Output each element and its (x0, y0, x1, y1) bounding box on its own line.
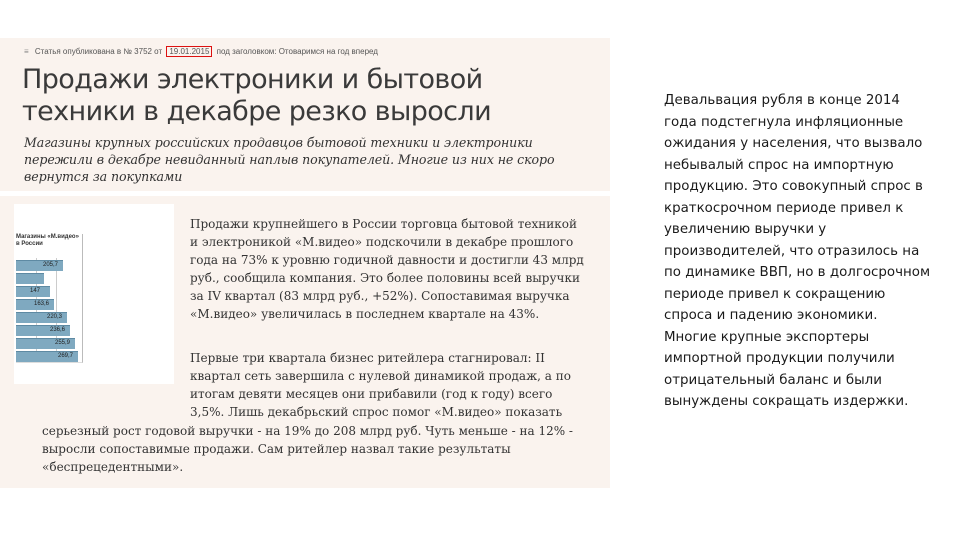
chart-bar-label: 236,6 (50, 327, 66, 333)
chart-bar (16, 273, 44, 284)
chart-bar-label: 163,6 (34, 301, 50, 307)
chart-bar-label: 205,7 (43, 262, 59, 268)
article-screenshot (0, 38, 610, 488)
paragraph-2: Первые три квартала бизнес ритейлера стагнировал: II квартал сеть завершила с нулевой динамикой продаж, а по итогам девяти месяцев они прибавили (год к году) всего 3,5%. Лишь декабрьский спрос помог «М.видео» показать (190, 351, 571, 419)
meta-prefix: Статья опубликована в № 3752 от (34, 47, 163, 56)
slide-commentary: Девальвация рубля в конце 2014 года подстегнула инфляционные ожидания у населения, что вызвало небывалый спрос на импортную продукцию. Это совокупный спрос в краткосрочном периоде привел к увеличению выручки у производителей, что отразилось на по динамике ВВП, но в долгосрочном периоде привел к сокращению спроса и падению экономики. Многие крупные экспортеры импортной продукции получили отрицательный баланс и были вынуждены сокращать издержки. (664, 93, 931, 409)
paragraph-1: Продажи крупнейшего в России торговца бытовой техникой и электроникой «М.видео» подскочили в декабре прошлого года на 73% к уровню годичной давности и достигли 43 млрд руб., сообщила компания. Это более половины всей выручки за IV квартал (83 млрд руб., +52%). Сопоставимая выручка «М.видео» увеличилась в последнем квартале на 43%. (190, 217, 584, 321)
article-headline: Продажи электроники и бытовой техники в декабре резко выросли (22, 64, 492, 127)
chart-bar-label: 147 (30, 288, 41, 294)
paragraph-3: серьезный рост годовой выручки - на 19% до 208 млрд руб. Чуть меньше - на 12% - выросли сопоставимые продажи. Сам ритейлер назвал такие результаты «беспрецедентными». (42, 424, 573, 474)
divider (0, 191, 610, 196)
chart-title: Магазины «М.видео» в России (16, 234, 79, 247)
article-lead: Магазины крупных российских продавцов бытовой техники и электроники пережили в декабре невиданный наплыв покупателей. Многие из них не скоро вернутся за покупками (24, 135, 555, 184)
article-meta (24, 46, 604, 58)
menu-icon: ≡ (24, 47, 29, 56)
store-count-chart (16, 234, 83, 363)
meta-suffix: под заголовком: Отоваримся на год вперед (216, 47, 378, 56)
chart-bar-label: 220,3 (47, 314, 63, 320)
meta-date-highlight: 19.01.2015 (166, 46, 212, 57)
chart-bar-label: 269,7 (58, 353, 74, 359)
article-chart (14, 204, 174, 384)
chart-bar-label: 255,9 (55, 340, 71, 346)
